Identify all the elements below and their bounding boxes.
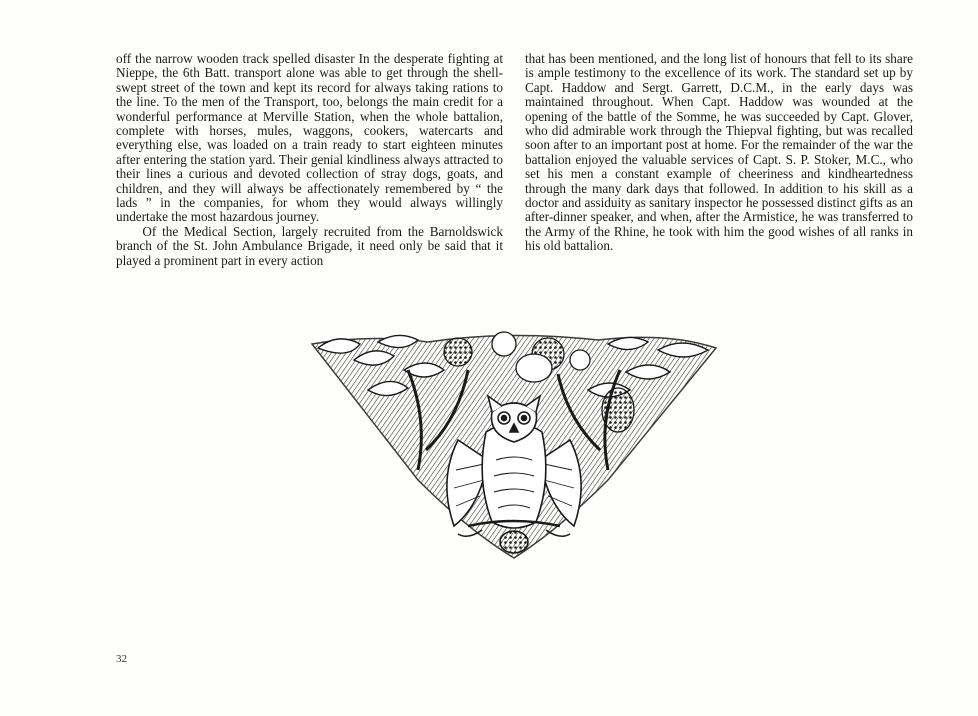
page-number: 32 — [116, 653, 127, 665]
left-text-column — [116, 52, 503, 268]
right-text-column — [525, 52, 913, 254]
paragraph-medical-continued: that has been mentioned, and the long list of honours that fell to its share is ample testimony to the excellence of its work. The standard set up by Capt. Haddow and Sergt. Garrett, D.C.M., in the early days was maintained throughout. When Capt. Haddow was wounded at the opening of the battle of the Somme, he was succeeded by Capt. Glover, who did admirable work through the Thiepval fighting, but was recalled soon after to an important post at home. For the remainder of the war the battalion enjoyed the valuable services of Capt. S. P. Stoker, M.C., who set his men a constant example of cheeriness and kindheartedness through the many dark days that followed. In addition to his skill as a doctor and assiduity as sanitary inspector he possessed distinct gifts as an after-dinner speaker, and when, after the Armistice, he was transferred to the Army of the Rhine, he took with him the good wishes of all ranks in his old battalion. — [525, 51, 913, 254]
paragraph-medical-section: Of the Medical Section, largely recruited from the Barnoldswick branch of the St. John Ambulance Brigade, it need only be said that it played a prominent part in every action — [116, 223, 503, 268]
owl-foliage-tailpiece-icon — [308, 330, 720, 562]
paragraph-transport: off the narrow wooden track spelled disaster In the desperate fighting at Nieppe, the 6th Batt. transport alone was able to get through the shell-swept street of the town and kept its record for always taking rations to the line. To the men of the Transport, too, belongs the main credit for a wonderful performance at Merville Station, when the whole battalion, complete with horses, mules, waggons, cookers, watercarts and everything else, was loaded on a train ready to start eighteen minutes after entering the station yard. Their genial kindliness always attracted to their lines a curious and devoted collection of stray dogs, goats, and children, and they will always be affectionately remembered by “ the lads ” in the companies, for whom they would always willingly undertake the most hazardous journey. — [116, 51, 503, 225]
